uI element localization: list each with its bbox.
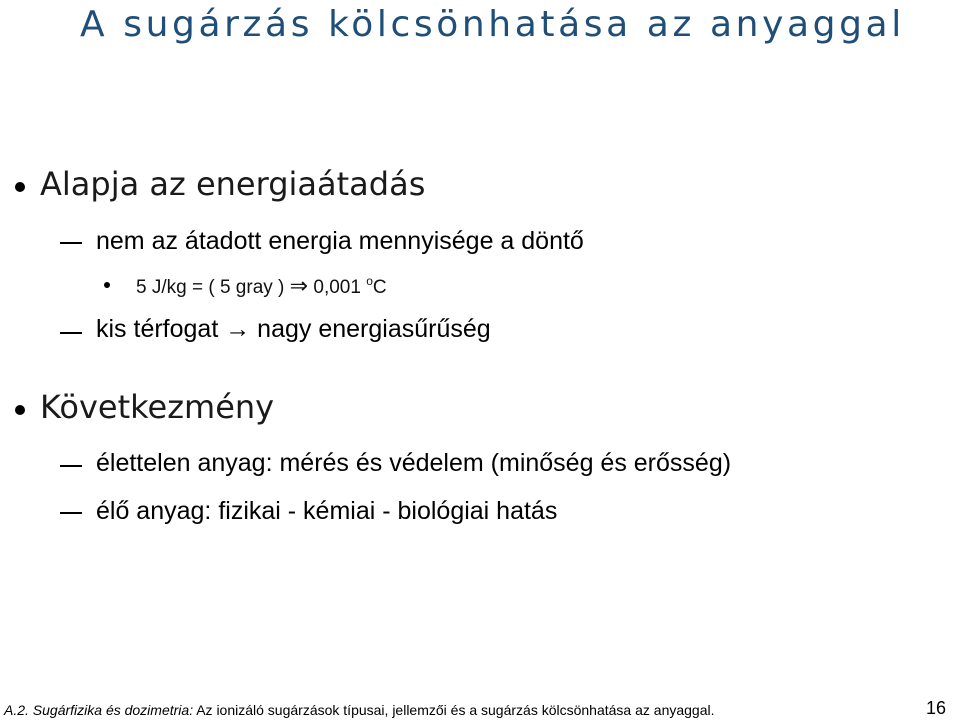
- bullet-dot: [15, 405, 25, 415]
- bullet-1-text: Alapja az energiaátadás: [40, 165, 426, 203]
- sub2-right: nagy energiasűrűség: [250, 315, 491, 343]
- bullet-1-detail: [136, 273, 387, 299]
- bullet-2-text: Következmény: [40, 388, 275, 426]
- slide-title: A sugárzás kölcsönhatása az anyaggal: [80, 4, 905, 45]
- dash-marker: [60, 242, 82, 244]
- bullet-2-sub-2: élő anyag: fizikai - kémiai - biológiai hatás: [96, 497, 558, 525]
- degree-superscript: o: [366, 274, 373, 288]
- detail-left: 5 J/kg = ( 5 gray ): [136, 277, 290, 298]
- bullet-2-sub-1: élettelen anyag: mérés és védelem (minőség és erősség): [96, 449, 732, 477]
- footer-text: Az ionizáló sugárzások típusai, jellemzői és a sugárzás kölcsönhatása az anyaggal.: [193, 702, 715, 718]
- dash-marker: [60, 465, 82, 467]
- dash-marker: [60, 332, 82, 334]
- detail-unit: C: [372, 277, 387, 298]
- bullet-1-sub-2: [96, 315, 491, 344]
- bullet-dot-small: [104, 282, 110, 288]
- dash-marker: [60, 512, 82, 514]
- right-arrow-icon: →: [225, 315, 251, 343]
- page-number: 16: [925, 698, 946, 718]
- footer: [4, 702, 715, 718]
- sub2-left: kis térfogat: [96, 315, 226, 343]
- implies-arrow-icon: ⇒: [289, 273, 309, 298]
- bullet-1-sub-1: nem az átadott energia mennyisége a döntő: [96, 227, 584, 255]
- detail-value: 0,001: [308, 277, 367, 298]
- bullet-dot: [15, 182, 25, 192]
- footer-prefix: A.2. Sugárfizika és dozimetria:: [4, 702, 194, 718]
